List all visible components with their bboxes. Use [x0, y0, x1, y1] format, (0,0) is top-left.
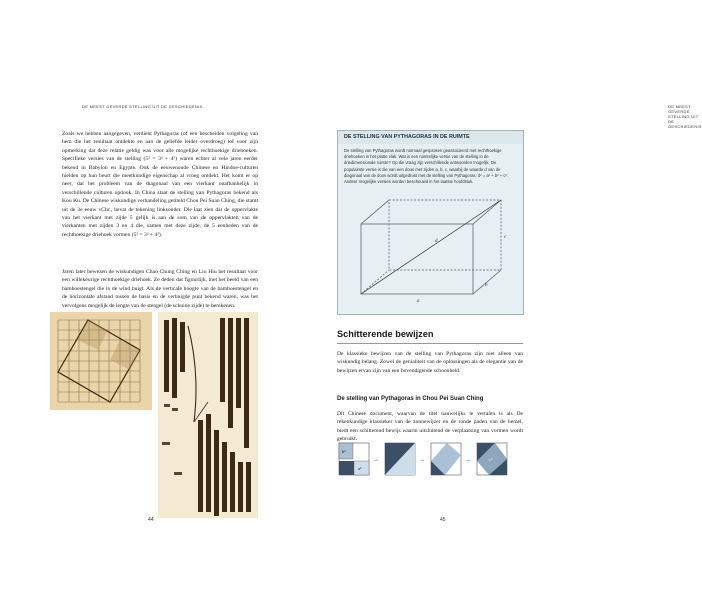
arrow-icon: →	[419, 457, 425, 463]
paragraph: Zoals we hebben aangegeven, verdient Pythagoras (of een bescheiden volgeling van hem die het resultaat ontdekte en aan de geliefde leider overdroeg) lof voor zijn opmerking dat deze relatie geldig was voor alle mogelijke rechthoekige driehoeken. Specifieke versies van de stelling (5² = 3² + 4²) waren echter al vele jaren eerder bekend in Babylon en Egypte. Ook de eeuwenoude Chinese en Hindoe-culturen hielden op hun beurt die meetkundige eigenschap al vroeg ontdekt. Het komt er op neer, dat het probleem van de diagonaal van een vierkant onafhankelijk in verschillende culturen opdook. In China staat de stelling van Pythagoras bekend als Kou Ku. De Chinese wiskundige verhandeling getiteld Chou Pei Suan Ching, die stamt uit de 3e eeuw vChr., bevat de tekening linksonder. Die laat zien dat de oppervlakte van het vierkant met zijde 5 gelijk is aan de som van de oppervlakten van de vierkanten met zijden 3 en 4 die, samen met deze zijde, de 5 eenheden van de rechthoekige driehoek vormen (5² = 3² + 4²).	[62, 131, 258, 238]
section-title: Schitterende bewijzen	[337, 329, 434, 339]
subheading: De stelling van Pythagoras in Chou Pei Suan Ching	[337, 396, 484, 402]
label-c: c	[504, 235, 507, 240]
page-number-right: 45	[440, 517, 446, 523]
box-diagonal-diagram	[341, 186, 520, 311]
paragraph: De klassieke bewijzen van de stelling van Pythagoras zijn niet alleen van wiskundig belang. Zowel de genialiteit van de oplossingen als de elegantie van de bewijzen ervan zijn van een bovendigende schoonheid.	[337, 351, 523, 374]
label-a2: a²	[358, 466, 362, 471]
page-number-left: 44	[148, 517, 154, 523]
arrow-icon: →	[465, 457, 471, 463]
label-a: a	[417, 299, 420, 304]
label-d: d	[435, 239, 438, 244]
running-head-right: DE MEEST GEVERDE STELLING UIT DE GESCHIEDENIS	[668, 104, 702, 129]
label-c2: c²	[489, 457, 493, 462]
paragraph: Dit Chinese document, waarvan de titel nauwelijks te vertalen is als De rekenkundige klassieker van de zonnewijzer en de ronde paden van de hemel, biedt een schitterend bewijs waarin uitsluitend de verplaatsing van vormen wordt gebruikt.	[337, 411, 523, 443]
left-page	[0, 0, 300, 600]
sidebar-box-text: De stelling van Pythagoras wordt normaal gesproken geassocieerd met rechthoekige driehoeken in het platte vlak. Wat is een ruimtelijke versie van de stelling in de driedimensionale ruimte? Op die vraag zijn verschillende antwoorden mogelijk. De populairste versie is die van een doos met zijden a, b, c, waarbij de waarde d van de diagonaal van de doos wordt uitgedrukt met de stelling van Pythagoras: d² = a² + b² + c². Andere mogelijke versies worden beschouwd in het laatste hoofdstuk.	[344, 148, 508, 185]
divider	[337, 343, 523, 344]
sidebar-box-title: DE STELLING VAN PYTHAGORAS IN DE RUIMTE	[338, 131, 523, 144]
paragraph: Jaren later bewezen de wiskundigen Chao Chung Ching en Liu Hiu het resultaat voor een willekeurige rechthoekige driehoek. Ze deden dat figuurlijk, met het beeld van een bamboestengel die in de wind buigt. Als de verticale hoogte van de bamboestengel en de horizontale afstand tussen de basis en de verbuigde punt bekend waren, was het vervolgens mogelijk de lengte van de stengel (de schuine zijde) te berekenen.	[62, 269, 258, 309]
arrow-icon: →	[373, 457, 379, 463]
chinese-manuscript-figure	[158, 312, 258, 518]
kou-ku-grid-figure	[50, 312, 152, 410]
label-b: b	[485, 283, 488, 288]
running-head-left: DE MEEST GEVERDE STELLING UIT DE GESCHIEDENIS	[82, 104, 203, 109]
sidebar-box-3d-pythagoras	[337, 130, 524, 315]
label-b2: b²	[342, 449, 346, 454]
proof-steps-diagram	[337, 441, 523, 477]
